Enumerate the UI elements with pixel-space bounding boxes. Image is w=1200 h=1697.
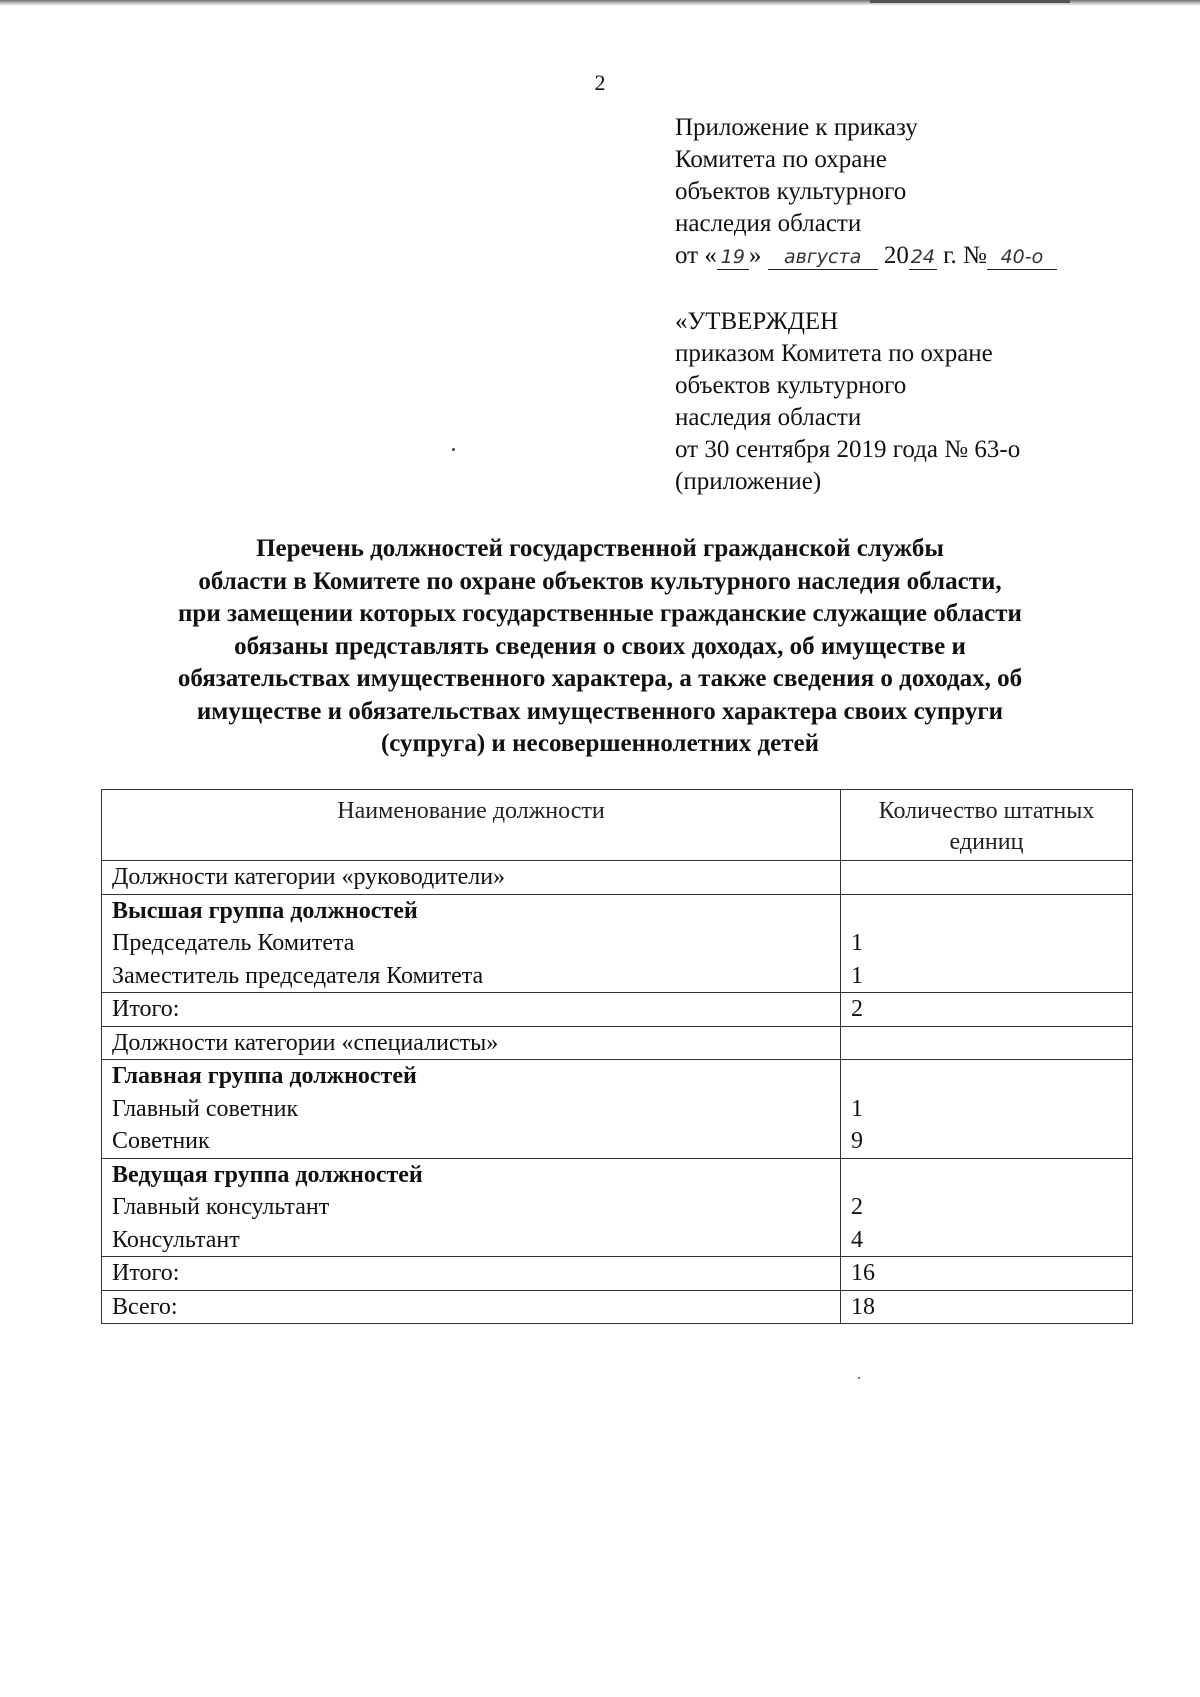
table-row [102,1257,1133,1291]
group-cell [102,894,841,993]
order-year-prefix: 20 [883,242,909,269]
approved-block [675,306,1155,498]
position-name: Заместитель председателя Комитета [112,962,484,989]
count-cell [841,894,1133,993]
handwritten-month: августа [768,245,878,270]
scan-speck [858,1377,860,1379]
subtotal-label: Итого: [102,993,841,1027]
handwritten-order-number: 40-о [987,245,1057,270]
handwritten-day: 19 [717,245,749,270]
scan-speck [452,448,455,451]
count-cell [841,861,1133,895]
order-prefix: от « [675,242,717,269]
scan-edge-mark [870,0,1070,3]
group-title: Ведущая группа должностей [112,1161,423,1188]
count-cell [841,1026,1133,1060]
position-count: 9 [851,1128,863,1154]
group-cell [102,1158,841,1257]
title-line: обязаны представлять сведения о своих доходах, об имуществе и [234,632,966,660]
group-cell [102,1060,841,1159]
header-staff-count: Количество штатных единиц [841,790,1133,861]
document-title [60,533,1140,761]
order-date-line [675,240,1155,272]
table-row [102,894,1133,993]
order-g: г. № [943,242,987,269]
appendix-line: наследия области [675,210,862,237]
subtotal-label: Итого: [102,1257,841,1291]
table-row [102,993,1133,1027]
total-label: Всего: [102,1290,841,1324]
count-cell [841,1060,1133,1159]
position-name: Председатель Комитета [112,930,355,956]
page-number: 2 [594,70,606,95]
position-count: 2 [851,1194,863,1220]
table-row [102,861,1133,895]
position-count: 1 [851,962,863,989]
title-line: области в Комитете по охране объектов культурного наследия области, [198,567,1002,595]
position-name: Советник [112,1128,210,1154]
position-name: Консультант [112,1226,240,1253]
subtotal-value: 16 [841,1257,1133,1291]
approved-line: «УТВЕРЖДЕН [675,308,839,335]
table-header-row [102,790,1133,861]
order-mid: » [748,242,762,269]
count-cell [841,1158,1133,1257]
approved-line: (приложение) [675,468,822,495]
subtotal-value: 2 [841,993,1133,1027]
total-value: 18 [841,1290,1133,1324]
approved-line: объектов культурного [675,372,907,399]
title-line: при замещении которых государственные гражданские служащие области [178,600,1022,627]
positions-table [101,789,1133,1324]
category-cell: Должности категории «руководители» [102,861,841,895]
title-line: (супруга) и несовершеннолетних детей [380,730,820,757]
position-name: Главный советник [112,1095,299,1122]
position-name: Главный консультант [112,1194,330,1220]
table-row [102,1290,1133,1324]
table-row [102,1026,1133,1060]
title-line: Перечень должностей государственной гражданской службы [256,535,944,562]
position-count: 4 [851,1226,863,1253]
group-title: Высшая группа должностей [112,897,418,924]
appendix-line: объектов культурного [675,178,907,205]
position-count: 1 [851,930,863,956]
handwritten-year: 24 [910,246,935,268]
table-row [102,1060,1133,1159]
title-line: обязательствах имущественного характера, а также сведения о доходах, об [177,665,1023,692]
appendix-line: Приложение к приказу [675,114,918,141]
appendix-line: Комитета по охране [675,146,887,173]
title-line: имуществе и обязательствах имущественного характера своих супруги [196,697,1004,725]
position-count: 1 [851,1095,863,1122]
table-row [102,1158,1133,1257]
header-position-name: Наименование должности [102,790,841,861]
category-cell: Должности категории «специалисты» [102,1026,841,1060]
group-title: Главная группа должностей [112,1063,417,1089]
approved-line: наследия области [675,404,862,431]
approved-line: от 30 сентября 2019 года № 63-о [675,436,1021,463]
approved-line: приказом Комитета по охране [675,340,993,367]
appendix-block [675,112,1155,272]
